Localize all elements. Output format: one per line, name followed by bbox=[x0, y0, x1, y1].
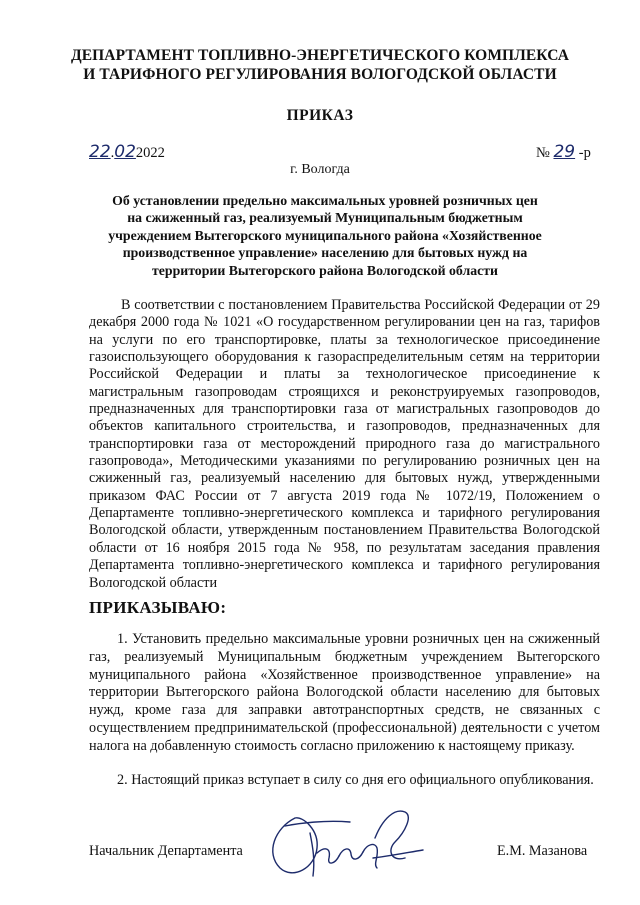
number-suffix: -р bbox=[578, 145, 591, 161]
document-type: ПРИКАЗ bbox=[286, 107, 354, 124]
department-line-1: ДЕПАРТАМЕНТ ТОПЛИВНО-ЭНЕРГЕТИЧЕСКОГО КОМПЛЕКСА bbox=[70, 47, 570, 64]
order-word: ПРИКАЗЫВАЮ: bbox=[89, 598, 227, 617]
number-prefix: № bbox=[536, 145, 550, 161]
department-line-2: И ТАРИФНОГО РЕГУЛИРОВАНИЯ ВОЛОГОДСКОЙ ОБЛАСТИ bbox=[83, 66, 557, 83]
order-item-2: 2. Настоящий приказ вступает в силу со дня его официального опубликования. bbox=[117, 772, 594, 788]
title-line-3: учреждением Вытегорского муниципального района «Хозяйственное bbox=[108, 227, 542, 243]
number-value: 29 bbox=[553, 142, 576, 162]
department-header bbox=[60, 46, 580, 84]
order-date bbox=[89, 142, 165, 162]
date-day: 22 bbox=[89, 142, 111, 162]
title-line-2: на сжиженный газ, реализуемый Муниципальным бюджетным bbox=[127, 210, 523, 226]
signatory-position: Начальник Департамента bbox=[89, 843, 243, 859]
date-month: 02 bbox=[114, 142, 136, 162]
date-year: 2022 bbox=[135, 145, 165, 161]
title-line-5: территории Вытегорского района Вологодской области bbox=[152, 262, 498, 278]
order-number bbox=[536, 142, 591, 162]
order-title bbox=[95, 192, 555, 279]
date-separator: . bbox=[110, 145, 115, 161]
signatory-name: Е.М. Мазанова bbox=[497, 843, 588, 859]
preamble-paragraph: В соответствии с постановлением Правительства Российской Федерации от 29 декабря 2000 года № 1021 «О государственном регулировании цен на газ, тарифов на услуги по его транспортировке, платы за технологическое присоединение газоиспользующего оборудования к газораспределительным сетям на территории Российской Федерации и платы за технологическое присоединение к магистральным газопроводам строящихся и реконструируемых газопроводов, предназначенных для транспортировки газа от магистральных газопроводов до объектов капитального строительства, и газопроводов, предназначенных для транспортировки газа от месторождений природного газа до магистрального газопровода», Методическими указаниями по регулированию розничных цен на сжиженный газ, реализуемый населению для бытовых нужд, утвержденными приказом ФАС России от 7 августа 2019 года № 1072/19, Положением о Департаменте топливно-энергетического комплекса и тарифного регулирования Вологодской области, утвержденным постановлением Правительства Вологодской области от 16 ноября 2015 года № 958, по результатам заседания правления Департамента топливно-энергетического комплекса и тарифного регулирования Вологодской области bbox=[89, 297, 600, 591]
handwritten-signature bbox=[255, 798, 435, 893]
order-item-1: 1. Установить предельно максимальные уровни розничных цен на сжиженный газ, реализуемый Муниципальным бюджетным учреждением Вытегорского муниципального района «Хозяйственное производственное управление» на территории Вытегорского района Вологодской области населению для бытовых нужд, кроме газа для заправки автотранспортных средств, не связанных с осуществлением предпринимательской (профессиональной) деятельности с учетом налога на добавленную стоимость согласно приложению к настоящему приказу. bbox=[89, 631, 600, 754]
title-line-1: Об установлении предельно максимальных уровней розничных цен bbox=[112, 193, 538, 208]
title-line-4: производственное управление» населению для бытовых нужд на bbox=[122, 245, 528, 261]
city: г. Вологда bbox=[290, 162, 350, 177]
